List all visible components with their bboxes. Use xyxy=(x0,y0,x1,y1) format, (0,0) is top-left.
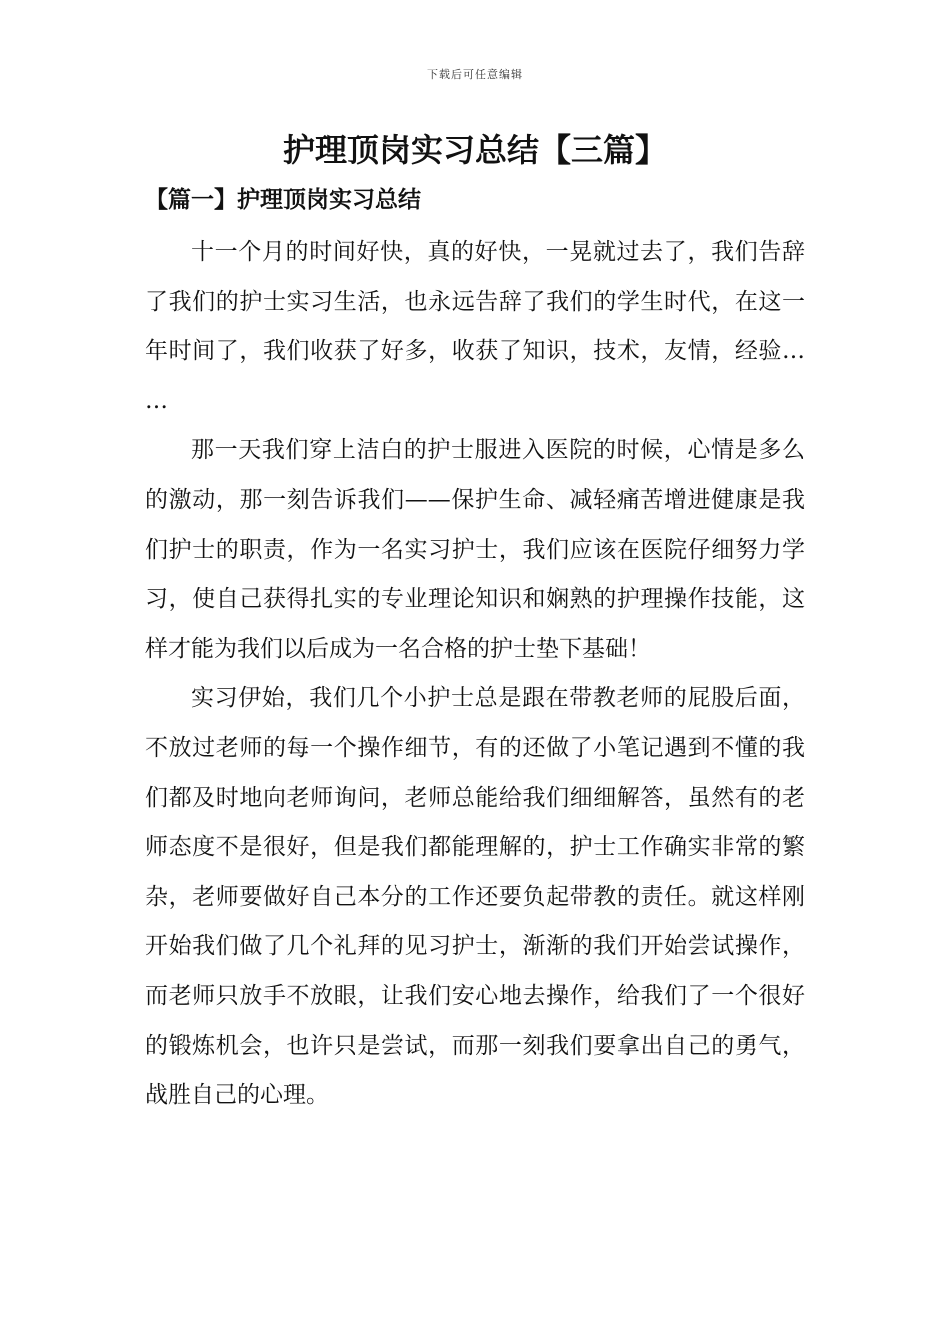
section-heading: 【篇一】护理顶岗实习总结 xyxy=(145,186,421,213)
page-header-note: 下载后可任意编辑 xyxy=(427,68,523,81)
body-paragraph: 十一个月的时间好快，真的好快，一晃就过去了，我们告辞了我们的护士实习生活，也永远告辞了我们的学生时代，在这一年时间了，我们收获了好多，收获了知识，技术，友情，经验…… xyxy=(145,239,805,414)
document-body xyxy=(145,228,805,1121)
body-paragraph: 那一天我们穿上洁白的护士服进入医院的时候，心情是多么的激动，那一刻告诉我们——保护生命、减轻痛苦增进健康是我们护士的职责，作为一名实习护士，我们应该在医院仔细努力学习，使自己获得扎实的专业理论知识和娴熟的护理操作技能，这样才能为我们以后成为一名合格的护士垫下基础！ xyxy=(145,437,805,662)
body-paragraph: 实习伊始，我们几个小护士总是跟在带教老师的屁股后面，不放过老师的每一个操作细节，有的还做了小笔记遇到不懂的我们都及时地向老师询问，老师总能给我们细细解答，虽然有的老师态度不是很好，但是我们都能理解的，护士工作确实非常的繁杂，老师要做好自己本分的工作还要负起带教的责任。就这样刚开始我们做了几个礼拜的见习护士，渐渐的我们开始尝试操作，而老师只放手不放眼，让我们安心地去操作，给我们了一个很好的锻炼机会，也许只是尝试，而那一刻我们要拿出自己的勇气，战胜自己的心理。 xyxy=(145,685,805,1109)
document-title: 护理顶岗实习总结【三篇】 xyxy=(282,131,667,169)
